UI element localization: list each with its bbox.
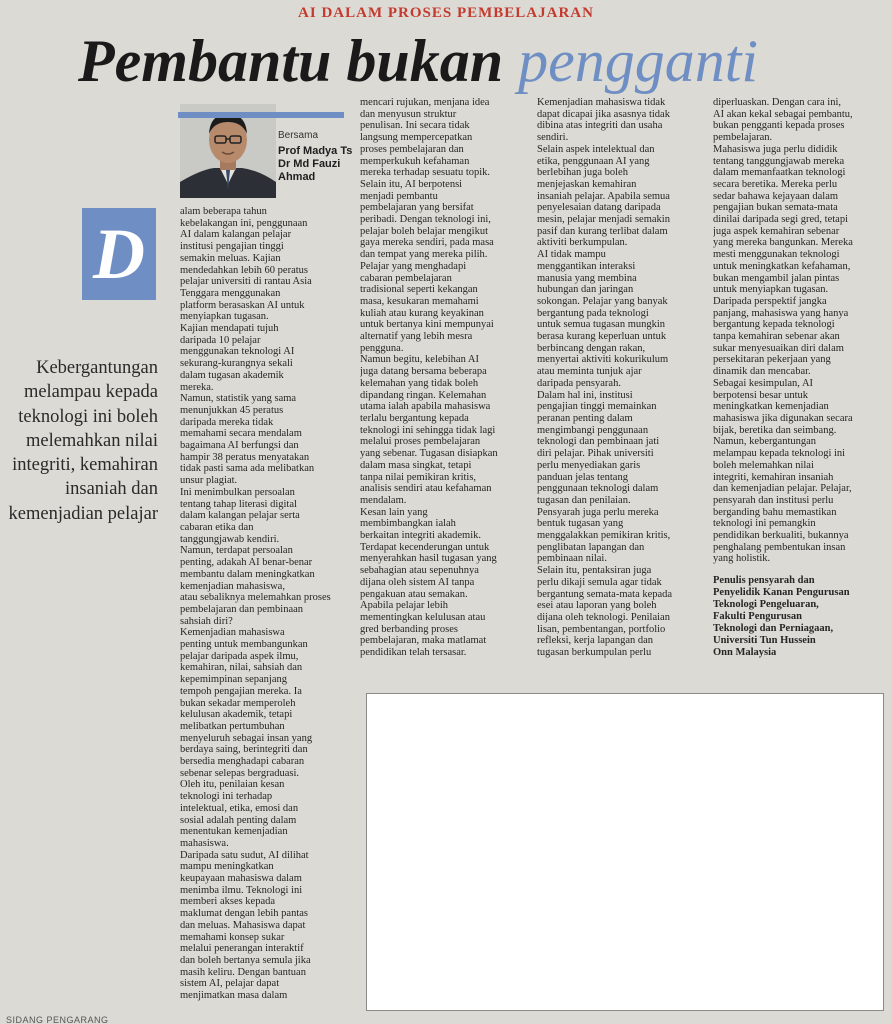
paragraph: Selain itu, AI berpotensi menjadi pembantu pembelajaran yang bersifat peribadi. Dengan teknologi ini, pelajar boleh belajar mengikut gaya mereka sendiri, pada masa dan tempat yang mereka pilih. Pelajar yang menghadapi cabaran pembelajaran tradisional seperti kekangan masa, kesukaran memahami kuliah atau kurang keyakinan untuk bertanya kini mempunyai alternatif yang lebih mesra pengguna.	[360, 178, 494, 354]
section-kicker: AI DALAM PROSES PEMBELAJARAN	[298, 5, 594, 21]
author-portrait-image	[180, 104, 276, 198]
paragraph: alam beberapa tahun kebelakangan ini, penggunaan AI dalam kalangan pelajar institusi pengajian tinggi semakin meluas. Kajian mendedahkan lebih 60 peratus pelajar universiti di rantau Asia Tenggara menggunakan platform berasaskan AI untuk menyiapkan tugasan.	[180, 206, 312, 323]
article-column-4	[713, 97, 885, 672]
article-column-2	[360, 97, 530, 672]
accent-rule	[178, 112, 344, 118]
paragraph: Namun, statistik yang sama menunjukkan 45 peratus daripada mereka tidak memahami secara mendalam bagaimana AI berfungsi dan hampir 38 peratus menyatakan tidak pasti sama ada melibatkan unsur plagiat.	[180, 393, 315, 487]
headline-part-1: Pembantu bukan	[78, 28, 519, 94]
paragraph: Daripada satu sudut, AI dilihat mampu meningkatkan keupayaan mahasiswa dalam menimba ilmu. Teknologi ini memberi akses kepada maklumat dengan lebih pantas dan meluas. Mahasiswa dapat memahami konsep sukar melalui penerangan interaktif dan boleh bertanya semula jika masih keliru. Dengan bantuan sistem AI, pelajar dapat menjimatkan masa dalam	[180, 849, 311, 1002]
paragraph: mencari rujukan, menjana idea dan menyusun struktur penulisan. Ini secara tidak langsung mempercepatkan proses pembelajaran dan memperkukuh kefahaman mereka terhadap sesuatu topik.	[360, 97, 491, 179]
headline-part-2: pengganti	[518, 28, 759, 94]
drop-cap: D	[82, 208, 156, 300]
paragraph: AI tidak mampu menggantikan interaksi manusia yang membina hubungan dan jaringan sokongan. Pelajar yang banyak bergantung pada teknologi untuk semua tugasan mungkin berasa kurang keperluan untuk berbincang dengan rakan, menyertai aktiviti kokurikulum atau meminta tunjuk ajar daripada pensyarah.	[537, 249, 669, 389]
footer-label: SIDANG PENGARANG	[6, 1015, 109, 1024]
paragraph: Namun, terdapat persoalan penting, adakah AI benar-benar membantu dalam meningkatkan kemenjadian mahasiswa, atau sebaliknya melemahkan proses pembelajaran dan pembinaan sahsiah diri?	[180, 545, 331, 627]
author-photo	[180, 104, 276, 198]
paragraph: Mahasiswa juga perlu dididik tentang tanggungjawab mereka dalam memanfaatkan teknologi secara beretika. Mereka perlu sedar bahawa kejayaan dalam pengajian bukan semata-mata dinilai daripada segi gred, tetapi juga aspek kemahiran sebenar yang mereka bangunkan. Mereka mesti menggunakan teknologi untuk meningkatkan kefahaman, bukan mengambil jalan pintas untuk menyiapkan tugasan.	[713, 143, 853, 296]
paragraph: Selain itu, pentaksiran juga perlu dikaji semula agar tidak bergantung semata-mata kepada esei atau laporan yang boleh dijana oleh teknologi. Penilaian lisan, pembentangan, portfolio refleksi, kerja lapangan dan tugasan berkumpulan perlu	[537, 565, 673, 659]
headline	[78, 28, 758, 94]
paragraph: Namun begitu, kelebihan AI juga datang bersama beberapa kelemahan yang tidak boleh dipandang ringan. Kelemahan utama ialah apabila mahasiswa terlalu bergantung kepada teknologi ini sehingga tidak lagi melalui proses pembelajaran yang sebenar. Tugasan disiapkan dalam masa singkat, tetapi tanpa nilai pemikiran kritis, analisis sendiri atau kefahaman mendalam.	[360, 354, 498, 506]
author-name: Prof Madya Ts Dr Md Fauzi Ahmad	[278, 145, 353, 183]
byline-label: Bersama	[278, 130, 319, 141]
pull-quote: Kebergantungan melampau kepada teknologi ini boleh melemahkan nilai integriti, kemahiran insaniah dan kemenjadian pelajar	[8, 358, 158, 524]
article-column-1	[180, 206, 352, 1020]
paragraph: Ini menimbulkan persoalan tentang tahap literasi digital dalam kalangan pelajar serta cabaran etika dan tanggungjawab kendiri.	[180, 486, 300, 545]
paragraph: Kemenjadian mahasiswa tidak dapat dicapai jika asasnya tidak dibina atas integriti dan usaha sendiri.	[537, 97, 670, 144]
paragraph: diperluaskan. Dengan cara ini, AI akan kekal sebagai pembantu, bukan pengganti kepada proses pembelajaran.	[713, 97, 853, 144]
paragraph: Sebagai kesimpulan, AI berpotensi besar untuk meningkatkan kemenjadian mahasiswa jika digunakan secara bijak, beretika dan seimbang. Namun, kebergantungan melampau kepada teknologi ini boleh melemahkan nilai integriti, kemahiran insaniah dan kemenjadian pelajar. Pelajar, pensyarah dan institusi perlu berganding bahu memastikan teknologi ini pemangkin pendidikan berkualiti, bukannya penghalang pembentukan insan yang holistik.	[713, 377, 853, 565]
paragraph: Daripada perspektif jangka panjang, mahasiswa yang hanya bergantung kepada teknologi tanpa kemahiran sebenar akan sukar menyesuaikan diri dalam persekitaran pekerjaan yang dinamik dan mencabar.	[713, 295, 849, 378]
paragraph: Selain aspek intelektual dan etika, penggunaan AI yang berlebihan juga boleh menjejaskan kemahiran insaniah pelajar. Apabila semua penyelesaian datang daripada mesin, pelajar menjadi semakin pasif dan kurang terlibat dalam aktiviti berkumpulan.	[537, 143, 670, 249]
paragraph: Kemenjadian mahasiswa penting untuk membangunkan pelajar daripada aspek ilmu, kemahiran, nilai, sahsiah dan kepemimpinan sepanjang tempoh pengajian mereka. Ia bukan sekadar memperoleh kelulusan akademik, tetapi melibatkan pertumbuhan menyeluruh sebagai insan yang berdaya saing, berintegriti dan bersedia menghadapi cabaran sebenar selepas bergraduasi. Oleh itu, penilaian kesan teknologi ini terhadap intelektual, etika, emosi dan sosial adalah penting dalam menentukan kemenjadian mahasiswa.	[180, 627, 313, 849]
paragraph: Kesan lain yang membimbangkan ialah berkaitan integriti akademik. Terdapat kecenderungan untuk menyerahkan hasil tugasan yang sebahagian atau sepenuhnya dijana oleh sistem AI tanpa pengakuan atau semakan. Apabila pelajar lebih mementingkan kelulusan atau gred berbanding proses pembelajaran, maka matlamat pendidikan telah tersasar.	[360, 506, 497, 659]
author-bio: Penulis pensyarah dan Penyelidik Kanan Pengurusan Teknologi Pengeluaran, Fakulti Pengurusan Teknologi dan Perniagaan, Universiti Tun Hussein Onn Malaysia	[713, 575, 850, 659]
paragraph: Kajian mendapati tujuh daripada 10 pelajar menggunakan teknologi AI sekurang-kurangnya sekali dalam tugasan akademik mereka.	[180, 323, 295, 393]
paragraph: Dalam hal ini, institusi pengajian tinggi memainkan peranan penting dalam mengimbangi penggunaan teknologi dan pembinaan jati diri pelajar. Pihak universiti perlu menyediakan garis panduan jelas tentang penggunaan teknologi dalam tugasan dan penilaian. Pensyarah juga perlu mereka bentuk tugasan yang menggalakkan pemikiran kritis, penglibatan lapangan dan pembinaan nilai.	[537, 389, 671, 565]
author-byline	[278, 130, 358, 184]
article-column-3	[537, 97, 707, 672]
blank-ad-box	[366, 693, 884, 1011]
